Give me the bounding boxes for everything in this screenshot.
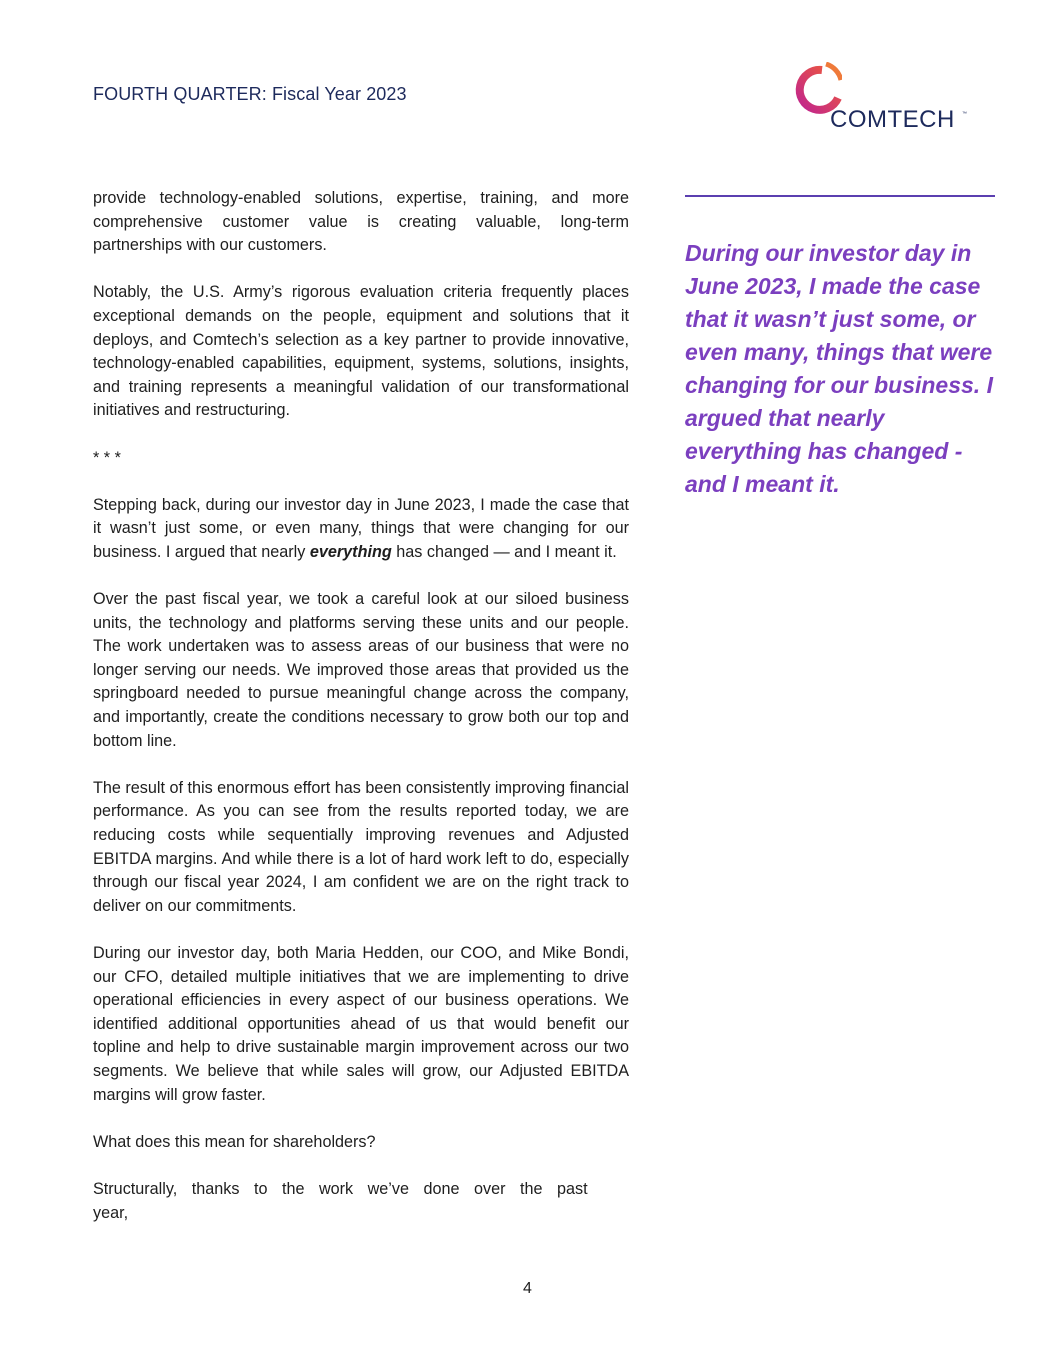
body-paragraph — [93, 494, 629, 565]
body-paragraph: What does this mean for shareholders? — [93, 1132, 376, 1151]
page-header-title: FOURTH QUARTER: Fiscal Year 2023 — [93, 84, 407, 104]
comtech-logo — [786, 62, 976, 134]
logo-wordmark: COMTECH — [830, 106, 955, 133]
body-paragraph: During our investor day, both Maria Hedden, our COO, and Mike Bondi, our CFO, detailed multiple initiatives that we are implementing to drive operational efficiencies in every aspect of our business operations. We identified additional opportunities ahead of us that would benefit our topline and help to drive sustainable margin improvement across our two segments. We believe that while sales will grow, our Adjusted EBITDA margins will grow faster. — [93, 944, 629, 1104]
body-paragraph: The result of this enormous effort has been consistently improving financial performance. As you can see from the results reported today, we are reducing costs while sequentially improving revenues and Adjusted EBITDA margins. And while there is a lot of hard work left to do, especially through our fiscal year 2024, I am confident we are on the right track to deliver on our commitments. — [93, 778, 629, 915]
emphasis-text: everything — [309, 542, 392, 561]
body-text-column — [93, 187, 629, 1249]
body-paragraph: Over the past fiscal year, we took a careful look at our siloed business units, the technology and platforms serving these units and our people. The work undertaken was to assess areas of our business that were no longer serving our needs. We improved those areas that provided us the springboard needed to pursue meaningful change across the company, and importantly, create the conditions necessary to grow both our top and bottom line. — [93, 590, 629, 750]
text-span: Stepping back, during our investor day in June 2023, I made the case that it wasn’t just some, or even many, things that were changing for our business. I argued that nearly — [93, 495, 629, 561]
body-paragraph: Structurally, thanks to the work we’ve done over the past year, — [93, 1179, 588, 1222]
body-paragraph: Notably, the U.S. Army’s rigorous evaluation criteria frequently places exceptional demands on the people, equipment and solutions that it deploys, and Comtech’s selection as a key partner to provide innovative, technology-enabled capabilities, equipment, systems, solutions, insights, and training represents a meaningful validation of our transformational initiatives and restructuring. — [93, 283, 629, 420]
logo-trademark: ™ — [962, 111, 967, 117]
pull-quote: During our investor day in June 2023, I made the case that it wasn’t just some, or even many, things that were changing for our business. I argued that nearly everything has changed - and I meant it. — [685, 240, 993, 497]
page-number: 4 — [523, 1280, 532, 1297]
section-divider: * * * — [93, 448, 121, 467]
text-span: has changed — and I meant it. — [391, 542, 617, 561]
body-paragraph: provide technology-enabled solutions, expertise, training, and more comprehensive customer value is creating valuable, long-term partnerships with our customers. — [93, 189, 629, 255]
pull-quote-rule — [685, 195, 995, 197]
